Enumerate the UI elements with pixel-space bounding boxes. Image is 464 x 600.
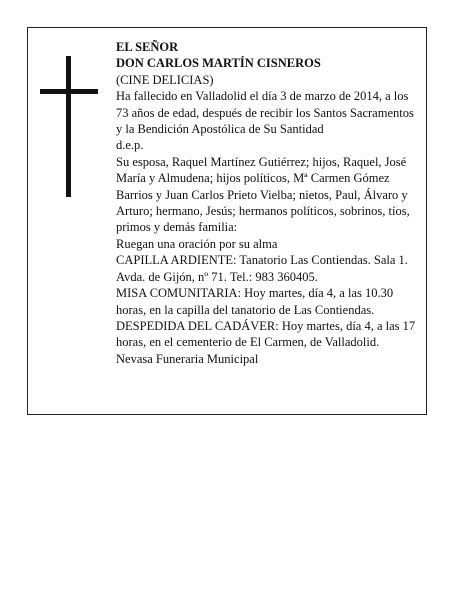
notice-title: EL SEÑOR: [116, 40, 179, 54]
cross-horizontal-bar: [40, 89, 98, 94]
family-list: Su esposa, Raquel Martínez Gutiérrez; hijos, Raquel, José María y Almudena; hijos políticos, Mª Carmen Gómez Barrios y Juan Carlos Prieto Vielba; nietos, Paul, Álvaro y Arturo; hermano, Jesús; hermanos políticos, sobrinos, tíos, primos y demás familia:: [116, 154, 410, 235]
mass-info: MISA COMUNITARIA: Hoy martes, día 4, a las 10.30 horas, en la capilla del tanatorio de Las Contiendas.: [116, 286, 394, 317]
cross-icon: [40, 56, 98, 197]
obituary-notice: [27, 27, 427, 415]
chapel-info: CAPILLA ARDIENTE: Tanatorio Las Contiendas. Sala 1. Avda. de Gijón, nº 71. Tel.: 983 360405.: [116, 253, 408, 284]
rip-abbreviation: d.e.p.: [116, 138, 144, 153]
notice-content: [116, 39, 422, 367]
farewell-info: DESPEDIDA DEL CADÁVER: Hoy martes, día 4, a las 17 horas, en el cementerio de El Carmen, de Valladolid.: [116, 318, 416, 350]
deceased-name: DON CARLOS MARTÍN CISNEROS: [116, 56, 321, 71]
passing-statement: Ha fallecido en Valladolid el día 3 de marzo de 2014, a los 73 años de edad, después de recibir los Santos Sacramentos y la Bendición Apostólica de Su Santidad: [116, 89, 414, 137]
cross-vertical-bar: [66, 56, 71, 197]
funeral-home: Nevasa Funeraria Municipal: [116, 351, 259, 366]
deceased-affiliation: (CINE DELICIAS): [116, 72, 214, 87]
prayer-request: Ruegan una oración por su alma: [116, 236, 278, 251]
